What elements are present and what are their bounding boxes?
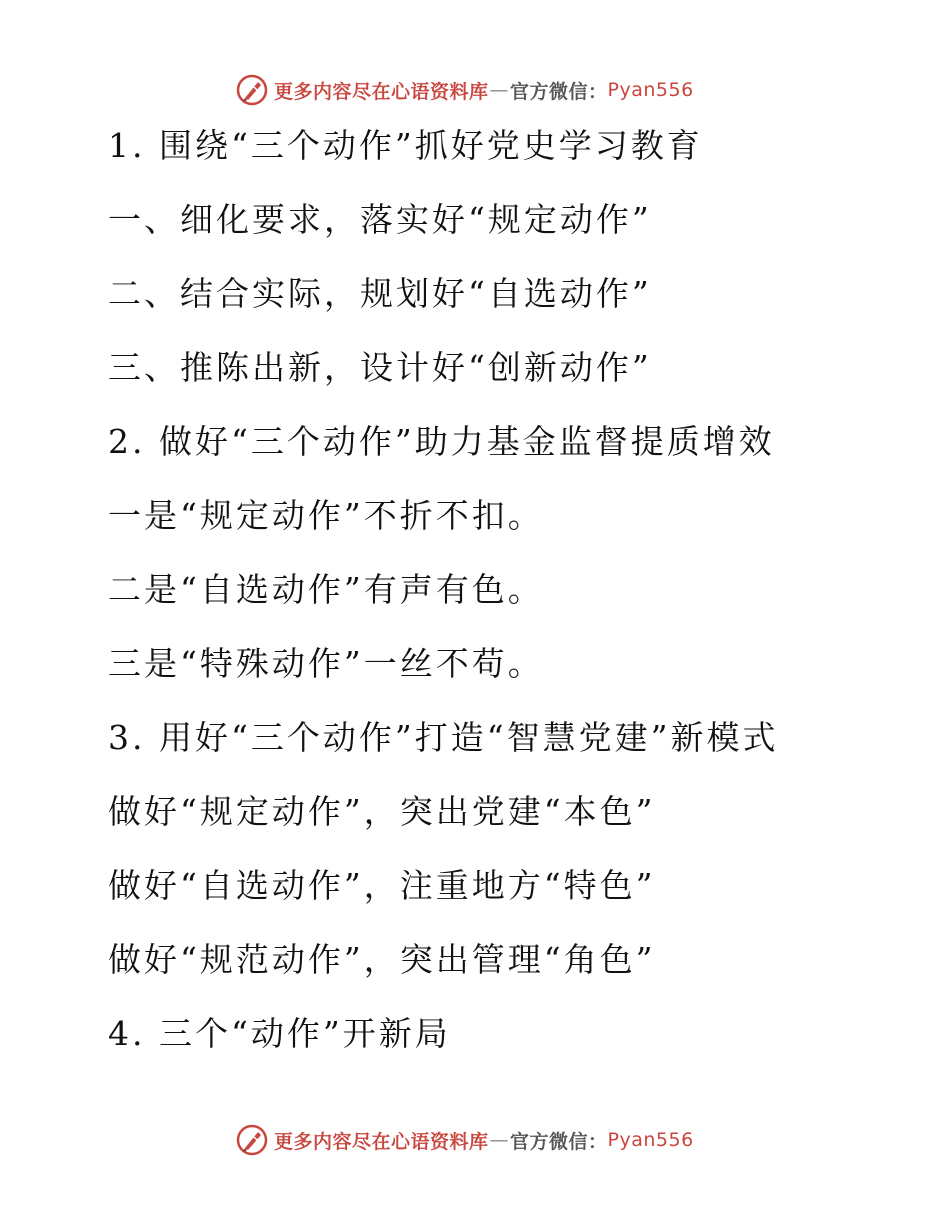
- watermark-wechat-label: 官方微信：: [510, 80, 608, 103]
- watermark-title: 更多内容尽在心语资料库: [274, 1130, 489, 1153]
- subitem-2-1: 一是“规定动作”不折不扣。: [108, 496, 544, 535]
- subitem-1-3: 三、推陈出新，设计好“创新动作”: [108, 348, 652, 387]
- heading-2: 2. 做好“三个动作”助力基金监督提质增效: [108, 422, 775, 461]
- watermark-wechat-id: Pyan556: [607, 79, 694, 101]
- quill-pen-icon: [236, 74, 268, 106]
- subitem-2-2: 二是“自选动作”有声有色。: [108, 570, 544, 609]
- subitem-3-1: 做好“规定动作”，突出党建“本色”: [108, 792, 656, 831]
- footer-watermark: [236, 1123, 694, 1157]
- subitem-3-2: 做好“自选动作”，注重地方“特色”: [108, 866, 656, 905]
- subitem-3-3: 做好“规范动作”，突出管理“角色”: [108, 940, 656, 979]
- watermark-wechat-label: 官方微信：: [510, 1130, 608, 1153]
- subitem-2-3: 三是“特殊动作”一丝不苟。: [108, 644, 544, 683]
- subitem-1-1: 一、细化要求，落实好“规定动作”: [108, 200, 652, 239]
- watermark-dash: —: [489, 1129, 510, 1151]
- subitem-1-2: 二、结合实际，规划好“自选动作”: [108, 274, 652, 313]
- watermark-wechat-id: Pyan556: [607, 1129, 694, 1151]
- header-watermark: [236, 73, 694, 107]
- heading-1: 1. 围绕“三个动作”抓好党史学习教育: [108, 126, 703, 165]
- quill-pen-icon: [236, 1124, 268, 1156]
- watermark-title: 更多内容尽在心语资料库: [274, 80, 489, 103]
- document-body: [108, 124, 928, 1086]
- heading-3: 3. 用好“三个动作”打造“智慧党建”新模式: [108, 718, 779, 757]
- heading-4: 4. 三个“动作”开新局: [108, 1014, 451, 1053]
- watermark-dash: —: [489, 79, 510, 101]
